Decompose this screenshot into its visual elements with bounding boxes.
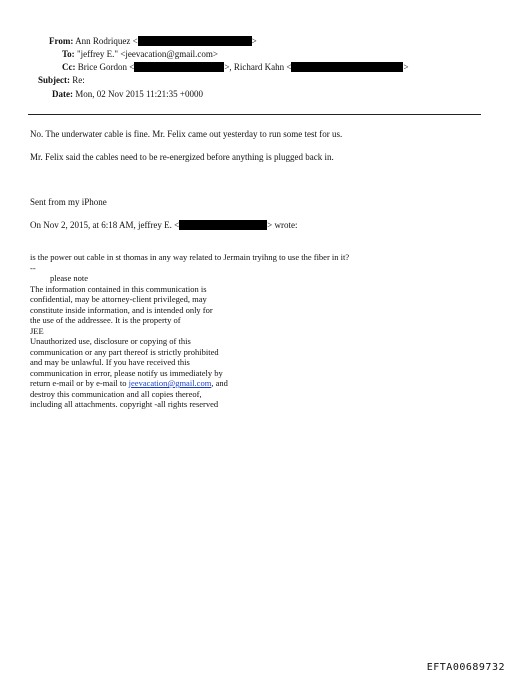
disclaimer-line: and may be unlawful. If you have received this xyxy=(30,357,190,367)
disclaimer-line: confidential, may be attorney-client privileged, may xyxy=(30,294,207,304)
disclaimer-line: communication in error, please notify us immediately by xyxy=(30,367,223,378)
disclaimer-line: Unauthorized use, disclosure or copying of this xyxy=(30,336,191,346)
from-label: From: xyxy=(49,36,74,46)
reply-intro xyxy=(30,220,297,231)
redaction-box xyxy=(291,62,403,72)
redaction-box xyxy=(134,62,224,72)
to-label: To: xyxy=(62,49,75,59)
date-row xyxy=(52,89,203,100)
subject-value: Re: xyxy=(72,75,85,85)
signature-line: Sent from my iPhone xyxy=(30,197,107,207)
date-label: Date: xyxy=(52,89,73,99)
cc-label: Cc: xyxy=(62,62,76,72)
reply-intro-end: > wrote: xyxy=(267,220,298,230)
disclaimer-line: constitute inside information, and is intended only for xyxy=(30,304,213,315)
redaction-box xyxy=(179,220,267,230)
cc-row xyxy=(62,62,409,73)
redaction-box xyxy=(138,36,252,46)
cc-value-1: Brice Gordon < xyxy=(77,62,135,72)
disclaimer-line: The information contained in this communication is xyxy=(30,283,207,294)
disclaimer-line: including all attachments. copyright -all rights reserved xyxy=(30,399,219,409)
quoted-question: is the power out cable in st thomas in any way related to Jermain tryihng to use the fiber in it? xyxy=(30,252,350,262)
return-line-start: return e-mail or by e-mail to xyxy=(30,378,129,388)
cc-close: > xyxy=(403,62,409,72)
subject-row xyxy=(38,75,85,86)
disclaimer-line: JEE xyxy=(30,325,44,336)
disclaimer-line: the use of the addressee. It is the property of xyxy=(30,315,181,325)
date-value: Mon, 02 Nov 2015 11:21:35 +0000 xyxy=(75,89,203,99)
header-divider xyxy=(28,114,481,115)
cc-mid: >, Richard Kahn < xyxy=(224,62,292,72)
reply-intro-start: On Nov 2, 2015, at 6:18 AM, jeffrey E. < xyxy=(30,220,180,230)
body-paragraph-1: No. The underwater cable is fine. Mr. Felix came out yesterday to run some test for us. xyxy=(30,129,343,139)
quoted-dash: -- xyxy=(30,262,36,273)
disclaimer-return-line xyxy=(30,378,349,389)
quoted-please-note: please note xyxy=(50,273,88,283)
to-row xyxy=(62,49,218,60)
to-value: "jeffrey E." <jeevacation@gmail.com> xyxy=(76,49,219,59)
from-close: > xyxy=(251,36,257,46)
quoted-message xyxy=(30,252,349,410)
from-value: Ann Rodriquez < xyxy=(75,36,138,46)
subject-label: Subject: xyxy=(38,75,70,85)
email-link[interactable]: jeevacation@gmail.com xyxy=(128,378,212,388)
from-row xyxy=(49,36,257,47)
return-line-end: , and xyxy=(211,378,228,388)
body-paragraph-2: Mr. Felix said the cables need to be re-energized before anything is plugged back in. xyxy=(30,152,334,162)
disclaimer-line: communication or any part thereof is strictly prohibited xyxy=(30,346,219,357)
document-id: EFTA00689732 xyxy=(426,662,505,673)
disclaimer-line: destroy this communication and all copies thereof, xyxy=(30,388,202,399)
